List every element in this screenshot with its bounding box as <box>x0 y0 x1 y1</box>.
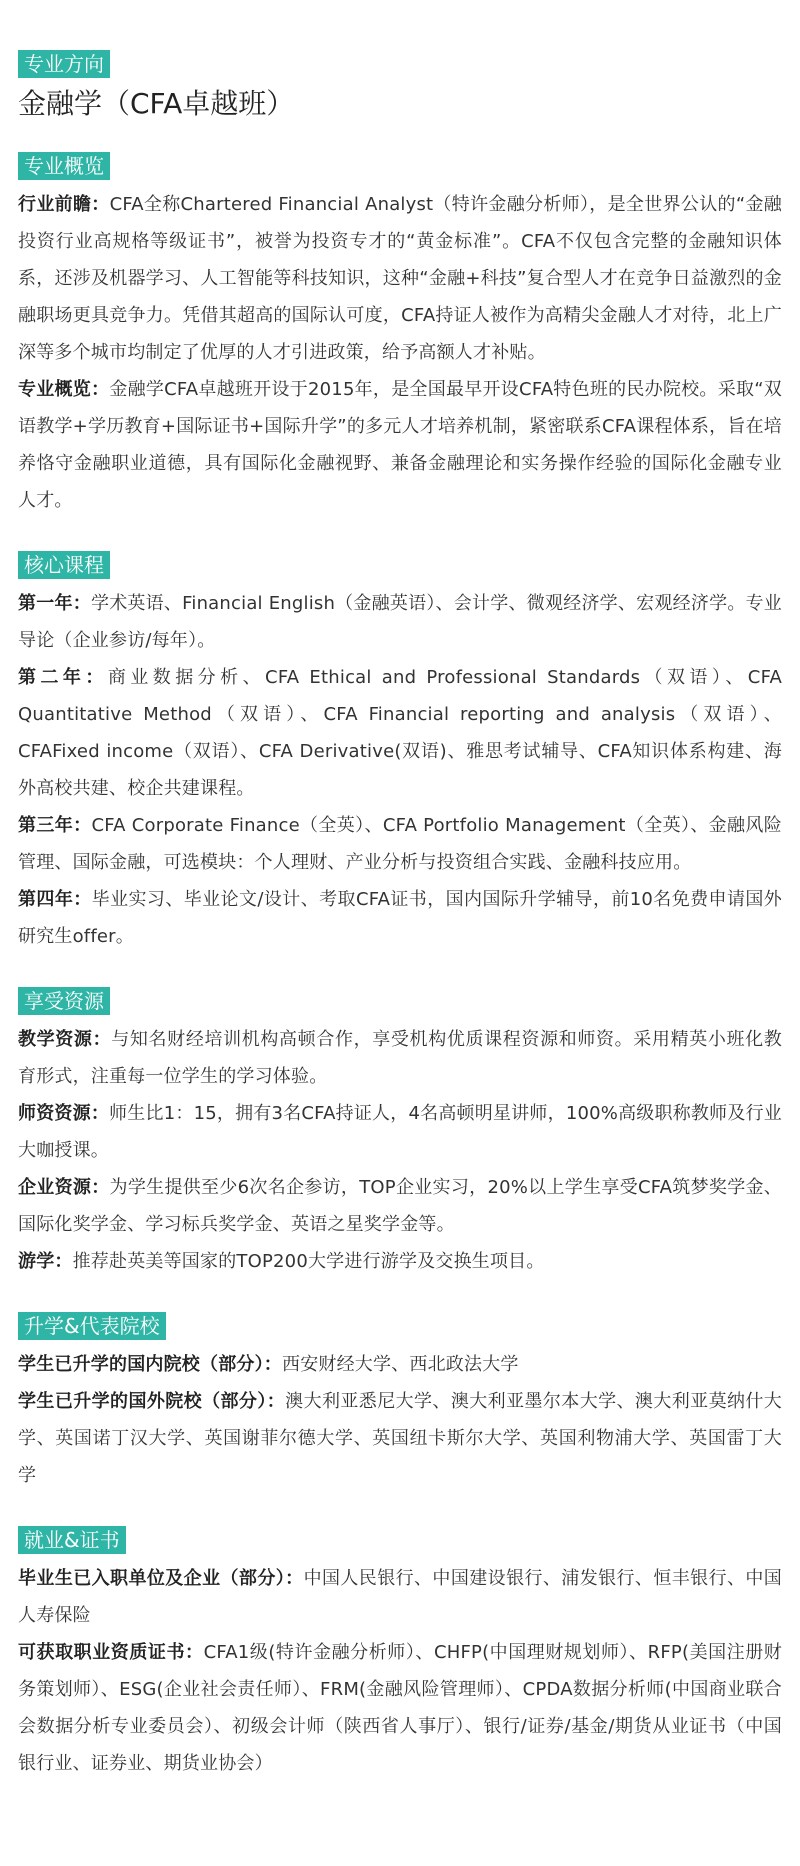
item-text: 学术英语、Financial English（金融英语）、会计学、微观经济学、宏观经济学。专业导论（企业参访/每年）。 <box>18 593 782 651</box>
item-text: 澳大利亚悉尼大学、澳大利亚墨尔本大学、澳大利亚莫纳什大学、英国诺丁汉大学、英国谢菲尔德大学、英国纽卡斯尔大学、英国利物浦大学、英国雷丁大学 <box>18 1391 783 1486</box>
overview-item <box>18 186 782 371</box>
item-label: 第二年： <box>18 667 108 688</box>
overview-section <box>18 152 782 519</box>
item-label: 学生已升学的国外院校（部分）： <box>18 1391 286 1412</box>
item-text: 中国人民银行、中国建设银行、浦发银行、恒丰银行、中国人寿保险 <box>18 1568 782 1626</box>
further-study-item <box>18 1383 782 1494</box>
item-text: 为学生提供至少6次名企参访，TOP企业实习，20%以上学生享受CFA筑梦奖学金、国际化奖学金、学习标兵奖学金、英语之星奖学金等。 <box>18 1177 783 1235</box>
course-year-item <box>18 807 782 881</box>
course-year-item <box>18 659 782 807</box>
employment-section <box>18 1526 782 1782</box>
resources-body <box>18 1021 782 1280</box>
item-label: 学生已升学的国内院校（部分）： <box>18 1354 282 1375</box>
course-year-item <box>18 881 782 955</box>
employment-item <box>18 1634 782 1782</box>
item-text: 毕业实习、毕业论文/设计、考取CFA证书，国内国际升学辅导，前10名免费申请国外研究生offer。 <box>18 889 782 947</box>
item-label: 专业概览： <box>18 379 110 400</box>
overview-tag: 专业概览 <box>18 152 110 180</box>
item-label: 毕业生已入职单位及企业（部分）： <box>18 1568 304 1589</box>
item-text: CFA1级(特许金融分析师）、CHFP(中国理财规划师）、RFP(美国注册财务策划师）、ESG(企业社会责任师）、FRM(金融风险管理师）、CPDA数据分析师(中国商业联合会数据分析专业委员会）、初级会计师（陕西省人事厅）、银行/证券/基金/期货从业证书（中国银行业、证券业、期货业协会） <box>18 1642 783 1774</box>
resources-tag: 享受资源 <box>18 987 110 1015</box>
course-year-item <box>18 585 782 659</box>
item-text: 与知名财经培训机构高顿合作，享受机构优质课程资源和师资。采用精英小班化教育形式，注重每一位学生的学习体验。 <box>18 1029 783 1087</box>
item-text: 金融学CFA卓越班开设于2015年，是全国最早开设CFA特色班的民办院校。采取“双语教学+学历教育+国际证书+国际升学”的多元人才培养机制，紧密联系CFA课程体系，旨在培养恪守金融职业道德，具有国际化金融视野、兼备金融理论和实务操作经验的国际化金融专业人才。 <box>18 379 783 511</box>
resources-section <box>18 987 782 1280</box>
resource-item <box>18 1021 782 1095</box>
employment-tag: 就业&证书 <box>18 1526 126 1554</box>
item-label: 第四年： <box>18 889 92 910</box>
item-label: 游学： <box>18 1251 73 1272</box>
major-tag: 专业方向 <box>18 50 110 78</box>
item-text: 师生比1：15，拥有3名CFA持证人，4名高顿明星讲师，100%高级职称教师及行业大咖授课。 <box>18 1103 782 1161</box>
overview-item <box>18 371 782 519</box>
major-name: 金融学（CFA卓越班） <box>18 87 295 120</box>
item-label: 行业前瞻： <box>18 194 110 215</box>
further-study-section <box>18 1312 782 1494</box>
resource-item <box>18 1095 782 1169</box>
item-label: 师资资源： <box>18 1103 110 1124</box>
item-text: 商业数据分析、CFA Ethical and Professional Standards（双语）、CFA Quantitative Method（双语）、CFA Financial reporting and analysis（双语）、CFAFixed income（双语）、CFA Derivative(双语)、雅思考试辅导、CFA知识体系构建、海外高校共建、校企共建课程。 <box>18 667 782 799</box>
employment-body <box>18 1560 782 1782</box>
employment-item <box>18 1560 782 1634</box>
courses-tag: 核心课程 <box>18 551 110 579</box>
item-label: 第三年： <box>18 815 92 836</box>
item-text: 推荐赴英美等国家的TOP200大学进行游学及交换生项目。 <box>72 1251 545 1272</box>
item-label: 可获取职业资质证书： <box>18 1642 204 1663</box>
further-study-body <box>18 1346 782 1494</box>
further-study-item <box>18 1346 782 1383</box>
resource-item <box>18 1169 782 1243</box>
major-section <box>18 50 782 124</box>
courses-section <box>18 551 782 955</box>
item-label: 第一年： <box>18 593 91 614</box>
item-text: CFA Corporate Finance（全英）、CFA Portfolio Management（全英）、金融风险管理、国际金融，可选模块：个人理财、产业分析与投资组合实践、金融科技应用。 <box>18 815 782 873</box>
item-text: 西安财经大学、西北政法大学 <box>282 1354 519 1375</box>
item-text: CFA全称Chartered Financial Analyst（特许金融分析师），是全世界公认的“金融投资行业高规格等级证书”，被誉为投资专才的“黄金标准”。CFA不仅包含完整的金融知识体系，还涉及机器学习、人工智能等科技知识，这种“金融+科技”复合型人才在竞争日益激烈的金融职场更具竞争力。凭借其超高的国际认可度，CFA持证人被作为高精尖金融人才对待，北上广深等多个城市均制定了优厚的人才引进政策，给予高额人才补贴。 <box>18 194 782 363</box>
courses-body <box>18 585 782 955</box>
further-study-tag: 升学&代表院校 <box>18 1312 166 1340</box>
item-label: 教学资源： <box>18 1029 112 1050</box>
overview-body <box>18 186 782 519</box>
resource-item <box>18 1243 782 1280</box>
item-label: 企业资源： <box>18 1177 110 1198</box>
